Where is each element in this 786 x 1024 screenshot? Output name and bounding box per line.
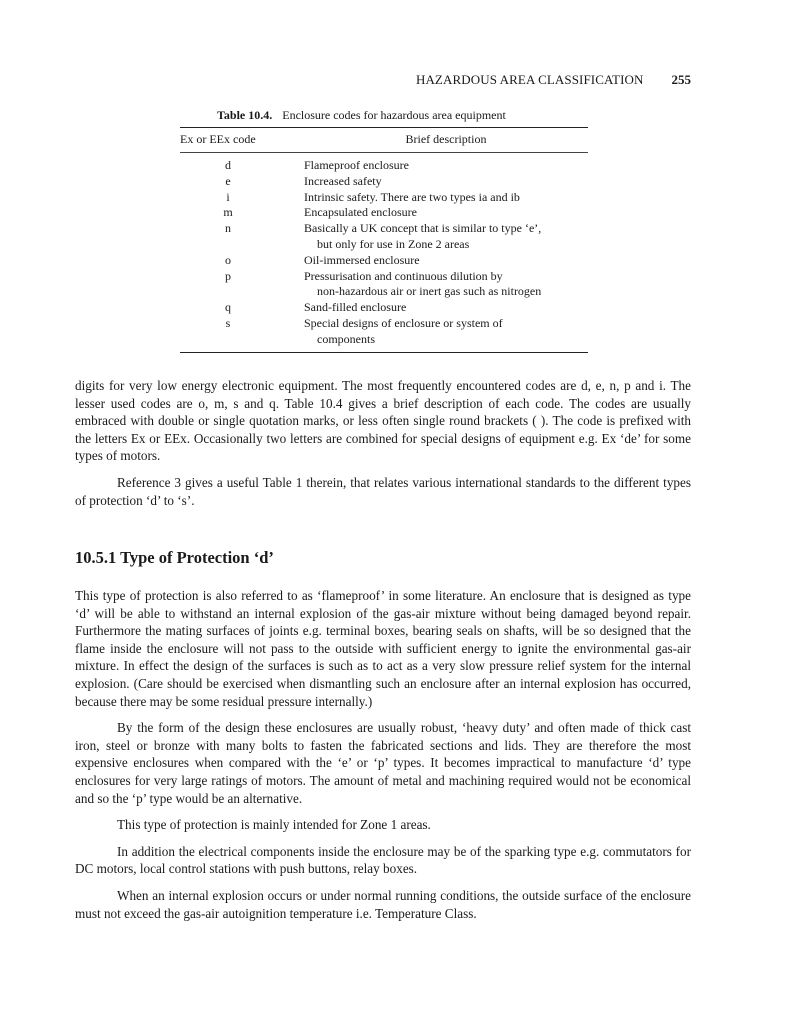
row-description-line: Sand-filled enclosure bbox=[304, 300, 407, 315]
row-code: m bbox=[223, 205, 233, 220]
table-row bbox=[180, 174, 588, 190]
row-description-continuation: but only for use in Zone 2 areas bbox=[317, 236, 470, 251]
row-code: o bbox=[225, 252, 231, 267]
row-description bbox=[304, 316, 588, 352]
paragraph: This type of protection is also referred to as ‘flameproof’ in some literature. An enclosure that is designed as type ‘d’ will be able to withstand an internal explosion of the gas-air mixture without being damaged beyond repair. Furthermore the mating surfaces of joints e.g. terminal boxes, bearing seals on shafts, will be so designed that the flame inside the enclosure will not pass to the outside with sufficient energy to ignite the environmental gas-air mixture. In effect the design of the surfaces is such as to act as a very slow pressure relief system for the internal explosion. (Care should be exercised when dismantling such an enclosure after an internal explosion has occurred, because there may be some residual pressure internally.) bbox=[75, 588, 691, 709]
section-10-5-1 bbox=[75, 548, 691, 568]
row-code: d bbox=[225, 158, 231, 172]
page-number: 255 bbox=[671, 72, 691, 87]
row-description bbox=[304, 153, 588, 174]
row-description-line: Oil-immersed enclosure bbox=[304, 252, 420, 267]
paragraph: By the form of the design these enclosures are usually robust, ‘heavy duty’ and often made of thick cast iron, steel or bronze with many bolts to fasten the fabricated sections and lids. They are therefore the most expensive enclosures when compared with the ‘e’ or ‘p’ types. It becomes impractical to manufacture ‘d’ type enclosures for very large ratings of motors. The amount of metal and machining required would not be economical and so the ‘p’ type would be an alternative. bbox=[75, 720, 691, 806]
row-code: q bbox=[225, 300, 231, 315]
table-row bbox=[180, 153, 588, 174]
row-code: s bbox=[225, 315, 231, 330]
row-description bbox=[304, 253, 588, 269]
paragraph: Reference 3 gives a useful Table 1 therein, that relates various international standards to the different types of protection ‘d’ to ‘s’. bbox=[75, 474, 691, 508]
row-description-line: Increased safety bbox=[304, 173, 382, 188]
row-description bbox=[304, 190, 588, 206]
row-description-line: Encapsulated enclosure bbox=[304, 205, 417, 220]
table-caption bbox=[180, 107, 588, 123]
table-caption-label: Table 10.4. bbox=[217, 108, 273, 122]
row-description bbox=[304, 205, 588, 221]
row-description bbox=[304, 300, 588, 316]
row-code: n bbox=[225, 221, 231, 236]
row-description bbox=[304, 269, 588, 301]
header-description: Brief description bbox=[304, 128, 588, 153]
section-body bbox=[75, 587, 691, 931]
row-code: p bbox=[225, 268, 231, 283]
table-caption-text: Enclosure codes for hazardous area equipment bbox=[282, 108, 506, 122]
table-row bbox=[180, 269, 588, 301]
row-description-continuation: components bbox=[317, 331, 375, 346]
row-description-line: Basically a UK concept that is similar to type ‘e’, bbox=[304, 221, 542, 236]
table-row bbox=[180, 316, 588, 352]
row-description-continuation: non-hazardous air or inert gas such as nitrogen bbox=[317, 284, 542, 299]
enclosure-codes-table bbox=[180, 107, 588, 353]
table-row bbox=[180, 221, 588, 253]
header-code: Ex or EEx code bbox=[180, 128, 304, 153]
running-head-title: HAZARDOUS AREA CLASSIFICATION bbox=[415, 72, 644, 87]
paragraph: digits for very low energy electronic equipment. The most frequently encountered codes are d, e, n, p and i. The lesser used codes are o, m, s and q. Table 10.4 gives a brief description of each code. The codes are usually embraced with double or single quotation marks, or less often single round brackets ( ). The code is prefixed with the letters Ex or EEx. Occasionally two letters are combined for special designs of equipment e.g. Ex ‘de’ for some types of motors. bbox=[75, 378, 691, 464]
row-description-line: Pressurisation and continuous dilution by bbox=[304, 268, 503, 283]
section-heading: 10.5.1 Type of Protection ‘d’ bbox=[75, 548, 274, 567]
row-code: e bbox=[225, 173, 231, 188]
paragraph: When an internal explosion occurs or under normal running conditions, the outside surface of the enclosure must not exceed the gas-air autoignition temperature i.e. Temperature Class. bbox=[75, 887, 691, 921]
table-row bbox=[180, 205, 588, 221]
body-text-top bbox=[75, 377, 691, 518]
row-code: i bbox=[226, 189, 230, 204]
row-description bbox=[304, 221, 588, 253]
codes-table bbox=[180, 127, 588, 353]
table-row bbox=[180, 190, 588, 206]
paragraph: This type of protection is mainly intended for Zone 1 areas. bbox=[117, 817, 431, 833]
table-header-row bbox=[180, 128, 588, 153]
row-description-line: Special designs of enclosure or system of bbox=[304, 315, 503, 330]
row-description-line: Flameproof enclosure bbox=[304, 158, 409, 172]
row-description bbox=[304, 174, 588, 190]
table-row bbox=[180, 253, 588, 269]
table-row bbox=[180, 300, 588, 316]
running-head bbox=[75, 72, 691, 88]
paragraph: In addition the electrical components inside the enclosure may be of the sparking type e.g. commutators for DC motors, local control stations with push buttons, relay boxes. bbox=[75, 843, 691, 877]
row-description-line: Intrinsic safety. There are two types ia and ib bbox=[304, 189, 520, 204]
